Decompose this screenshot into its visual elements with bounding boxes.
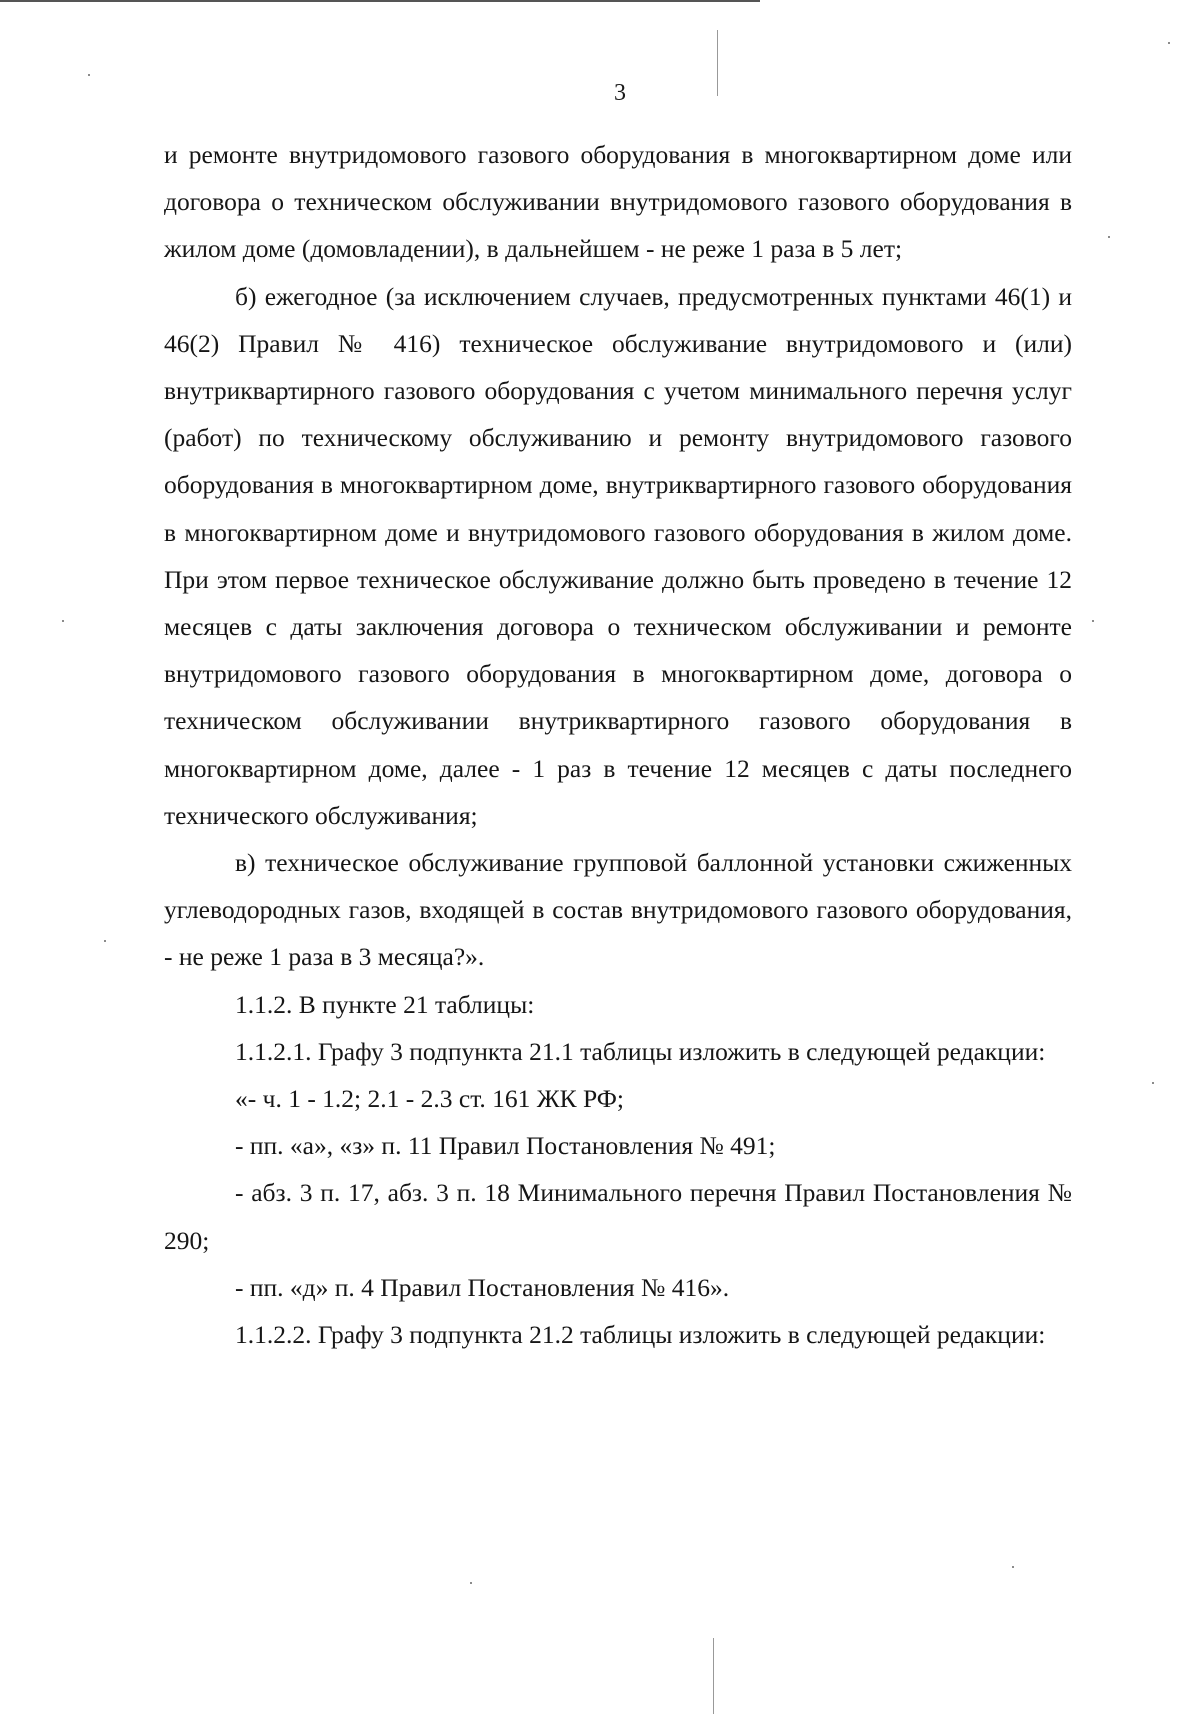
scan-speck [470,1582,472,1584]
paragraph-rule-416: - пп. «д» п. 4 Правил Постановления № 416». [235,1272,730,1302]
scan-fold-line-bottom [713,1638,714,1714]
paragraph-quote-zhk-rf: «- ч. 1 - 1.2; 2.1 - 2.3 ст. 161 ЖК РФ; [235,1084,625,1114]
paragraph-rule-290: - абз. 3 п. 17, абз. 3 п. 18 Минимального перечня Правил Постановления № 290; [164,1178,1072,1255]
paragraph-1-1-2: 1.1.2. В пункте 21 таблицы: [235,989,535,1019]
paragraph-continuation: и ремонте внутридомового газового оборудования в многоквартирном доме или договора о техническом обслуживании внутридомового газового оборудования в жилом доме (домовладении), в дальнейшем - не реже 1 раза в 5 лет; [164,140,1072,264]
paragraph-item-b: б) ежегодное (за исключением случаев, предусмотренных пунктами 46(1) и 46(2) Правил № 416) техническое обслуживание внутридомового и (или) внутриквартирного газового оборудования с учетом минимального перечня услуг (работ) по техническому обслуживанию и ремонту внутридомового газового оборудования в многоквартирном доме, внутриквартирного газового оборудования в многоквартирном доме и внутридомового газового оборудования в жилом доме. При этом первое техническое обслуживание должно быть проведено в течение 12 месяцев с даты заключения договора о техническом обслуживании и ремонте внутридомового газового оборудования в многоквартирном доме, договора о техническом обслуживании внутриквартирного газового оборудования в многоквартирном доме, далее - 1 раз в течение 12 месяцев с даты последнего технического обслуживания; [164,281,1072,830]
scan-fold-line-top [717,30,718,96]
scan-speck [1152,1082,1154,1084]
paragraph-1-1-2-1: 1.1.2.1. Графу 3 подпункта 21.1 таблицы изложить в следующей редакции: [235,1036,1046,1066]
scan-speck [1168,42,1170,44]
scan-speck [1012,1566,1014,1568]
paragraph-1-1-2-2: 1.1.2.2. Графу 3 подпункта 21.2 таблицы изложить в следующей редакции: [235,1320,1046,1350]
scan-speck [62,620,64,622]
page-number: 3 [614,80,626,106]
scan-speck [1108,236,1110,238]
scan-speck [1092,620,1094,622]
paragraph-rule-491: - пп. «а», «з» п. 11 Правил Постановления № 491; [235,1131,776,1161]
scan-speck [88,74,90,76]
scan-speck [104,940,106,942]
paragraph-item-v: в) техническое обслуживание групповой баллонной установки сжиженных углеводородных газов, входящей в состав внутридомового газового оборудования, - не реже 1 раза в 3 месяца?». [164,848,1072,972]
document-body [164,131,1072,1358]
scan-edge-line [0,0,760,2]
